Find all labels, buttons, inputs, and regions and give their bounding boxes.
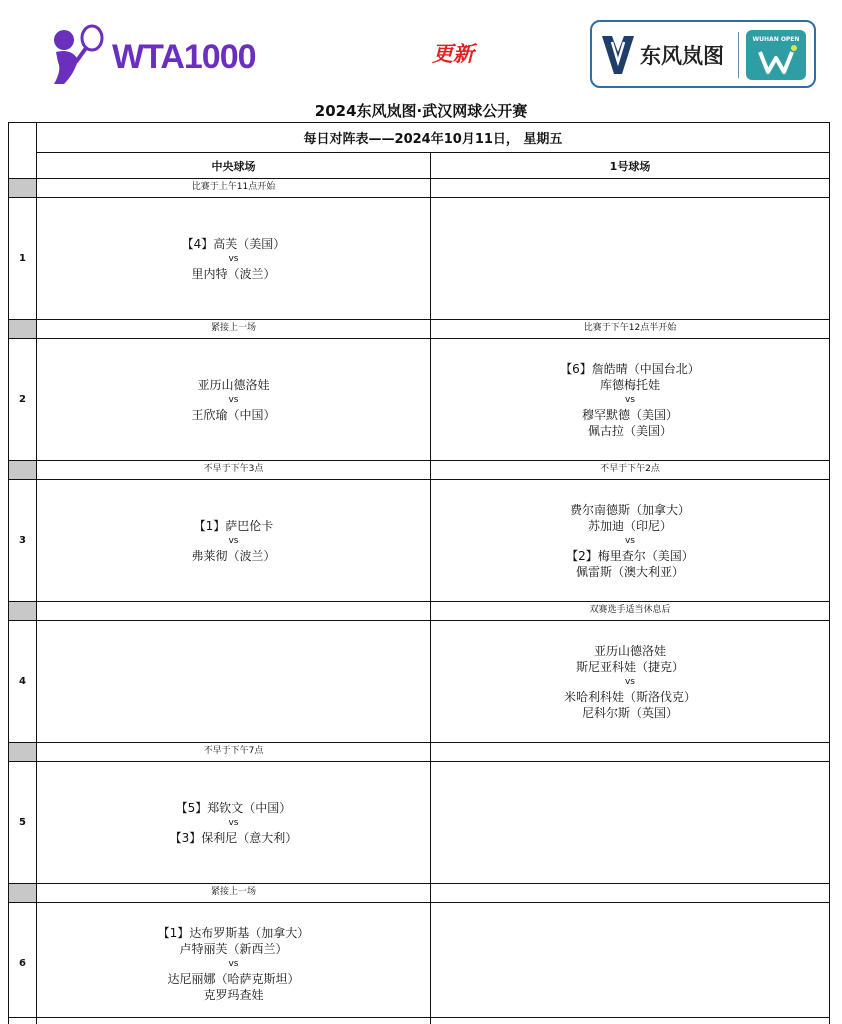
player-name: 王欣瑜（中国）: [191, 407, 276, 422]
center-court-start-note: 比赛于上午11点开始: [36, 178, 430, 197]
match-order-number: 3: [8, 479, 36, 601]
corner-cell: [8, 122, 36, 178]
sponsor-name: 东风岚图: [640, 44, 724, 68]
player-name: 库德梅托娃: [599, 377, 660, 392]
court1-start-note: [430, 742, 830, 761]
match-order-number: 5: [8, 761, 36, 883]
player-name: 卢特丽芙（新西兰）: [179, 941, 288, 956]
player-name: 苏加迪（印尼）: [587, 518, 672, 533]
wuhan-open-w-icon: [746, 30, 806, 80]
court1-match: [430, 479, 830, 601]
center-court-start-note: [36, 601, 430, 620]
match-order-number: 4: [8, 620, 36, 742]
page-header: [0, 0, 842, 96]
tennis-player-icon: [44, 24, 114, 90]
player-name: 亚历山德洛娃: [197, 377, 270, 392]
tournament-title: 2024东风岚图·武汉网球公开赛: [314, 102, 528, 120]
player-name: 弗莱彻（波兰）: [191, 548, 276, 563]
center-court-match: [36, 761, 430, 883]
player-name: 穆罕默德（美国）: [581, 407, 678, 422]
vs-label: vs: [624, 676, 635, 687]
court1-match: [430, 197, 830, 319]
court1-match: [430, 761, 830, 883]
player-name: 【2】梅里查尔（美国）: [566, 548, 694, 563]
player-name: 【1】萨巴伦卡: [193, 518, 274, 533]
center-court-start-note: 不早于下午7点: [36, 742, 430, 761]
sponsor-divider: [738, 32, 739, 78]
player-name: 克罗玛查娃: [203, 987, 264, 1002]
player-name: 佩雷斯（澳大利亚）: [575, 564, 684, 579]
vs-label: vs: [624, 394, 635, 405]
wta-logo: [44, 24, 294, 90]
court1-match: [430, 902, 830, 1024]
center-court-start-note: 紧接上一场: [36, 883, 430, 902]
match-order-number: 2: [8, 338, 36, 460]
center-court-start-note: 不早于下午3点: [36, 460, 430, 479]
player-name: 斯尼亚科娃（捷克）: [575, 659, 684, 674]
voyah-emblem-icon: [600, 32, 636, 78]
wta-logo-text: WTA1000: [112, 38, 256, 76]
court1-match: [430, 620, 830, 742]
sponsor-logo: [590, 20, 816, 88]
court1-start-note: [430, 178, 830, 197]
center-court-match: [36, 197, 430, 319]
row-band-number-cell: [8, 601, 36, 620]
update-label: 更新: [432, 42, 474, 66]
row-band-number-cell: [8, 319, 36, 338]
court1-start-note: 不早于下午2点: [430, 460, 830, 479]
row-band-number-cell: [8, 883, 36, 902]
player-name: 【1】达布罗斯基（加拿大）: [157, 925, 310, 940]
table-bottom-border: [8, 1017, 830, 1018]
schedule-date-header: 每日对阵表——2024年10月11日， 星期五: [36, 122, 830, 152]
player-name: 达尼丽娜（哈萨克斯坦）: [167, 971, 300, 986]
vs-label: vs: [228, 817, 239, 828]
player-name: 亚历山德洛娃: [593, 643, 666, 658]
center-court-match: [36, 902, 430, 1024]
vs-label: vs: [228, 958, 239, 969]
vs-label: vs: [228, 394, 239, 405]
court1-start-note: [430, 883, 830, 902]
court1-start-note: 比赛于下午12点半开始: [430, 319, 830, 338]
court-header-court1: 1号球场: [430, 152, 830, 178]
player-name: 【3】保利尼（意大利）: [169, 830, 298, 845]
vs-label: vs: [228, 535, 239, 546]
vs-label: vs: [228, 253, 239, 264]
row-band-number-cell: [8, 178, 36, 197]
row-band-number-cell: [8, 742, 36, 761]
row-band-number-cell: [8, 460, 36, 479]
player-name: 【5】郑钦文（中国）: [175, 800, 292, 815]
wuhan-open-badge: [746, 30, 806, 80]
vs-label: vs: [624, 535, 635, 546]
player-name: 费尔南德斯（加拿大）: [569, 502, 690, 517]
player-name: 尼科尔斯（英国）: [581, 705, 678, 720]
court-header-center: 中央球场: [36, 152, 430, 178]
center-court-match: [36, 338, 430, 460]
center-court-match: [36, 479, 430, 601]
match-order-number: 6: [8, 902, 36, 1024]
center-court-match: [36, 620, 430, 742]
court1-match: [430, 338, 830, 460]
center-court-start-note: 紧接上一场: [36, 319, 430, 338]
player-name: 【6】詹皓晴（中国台北）: [560, 361, 700, 376]
wuhan-open-text: WUHAN OPEN: [752, 36, 800, 43]
player-name: 里内特（波兰）: [191, 266, 276, 281]
court1-start-note: 双赛选手适当休息后: [430, 601, 830, 620]
player-name: 米哈利科娃（斯洛伐克）: [563, 689, 696, 704]
player-name: 佩古拉（美国）: [587, 423, 672, 438]
match-order-number: 1: [8, 197, 36, 319]
player-name: 【4】高芙（美国）: [181, 236, 286, 251]
